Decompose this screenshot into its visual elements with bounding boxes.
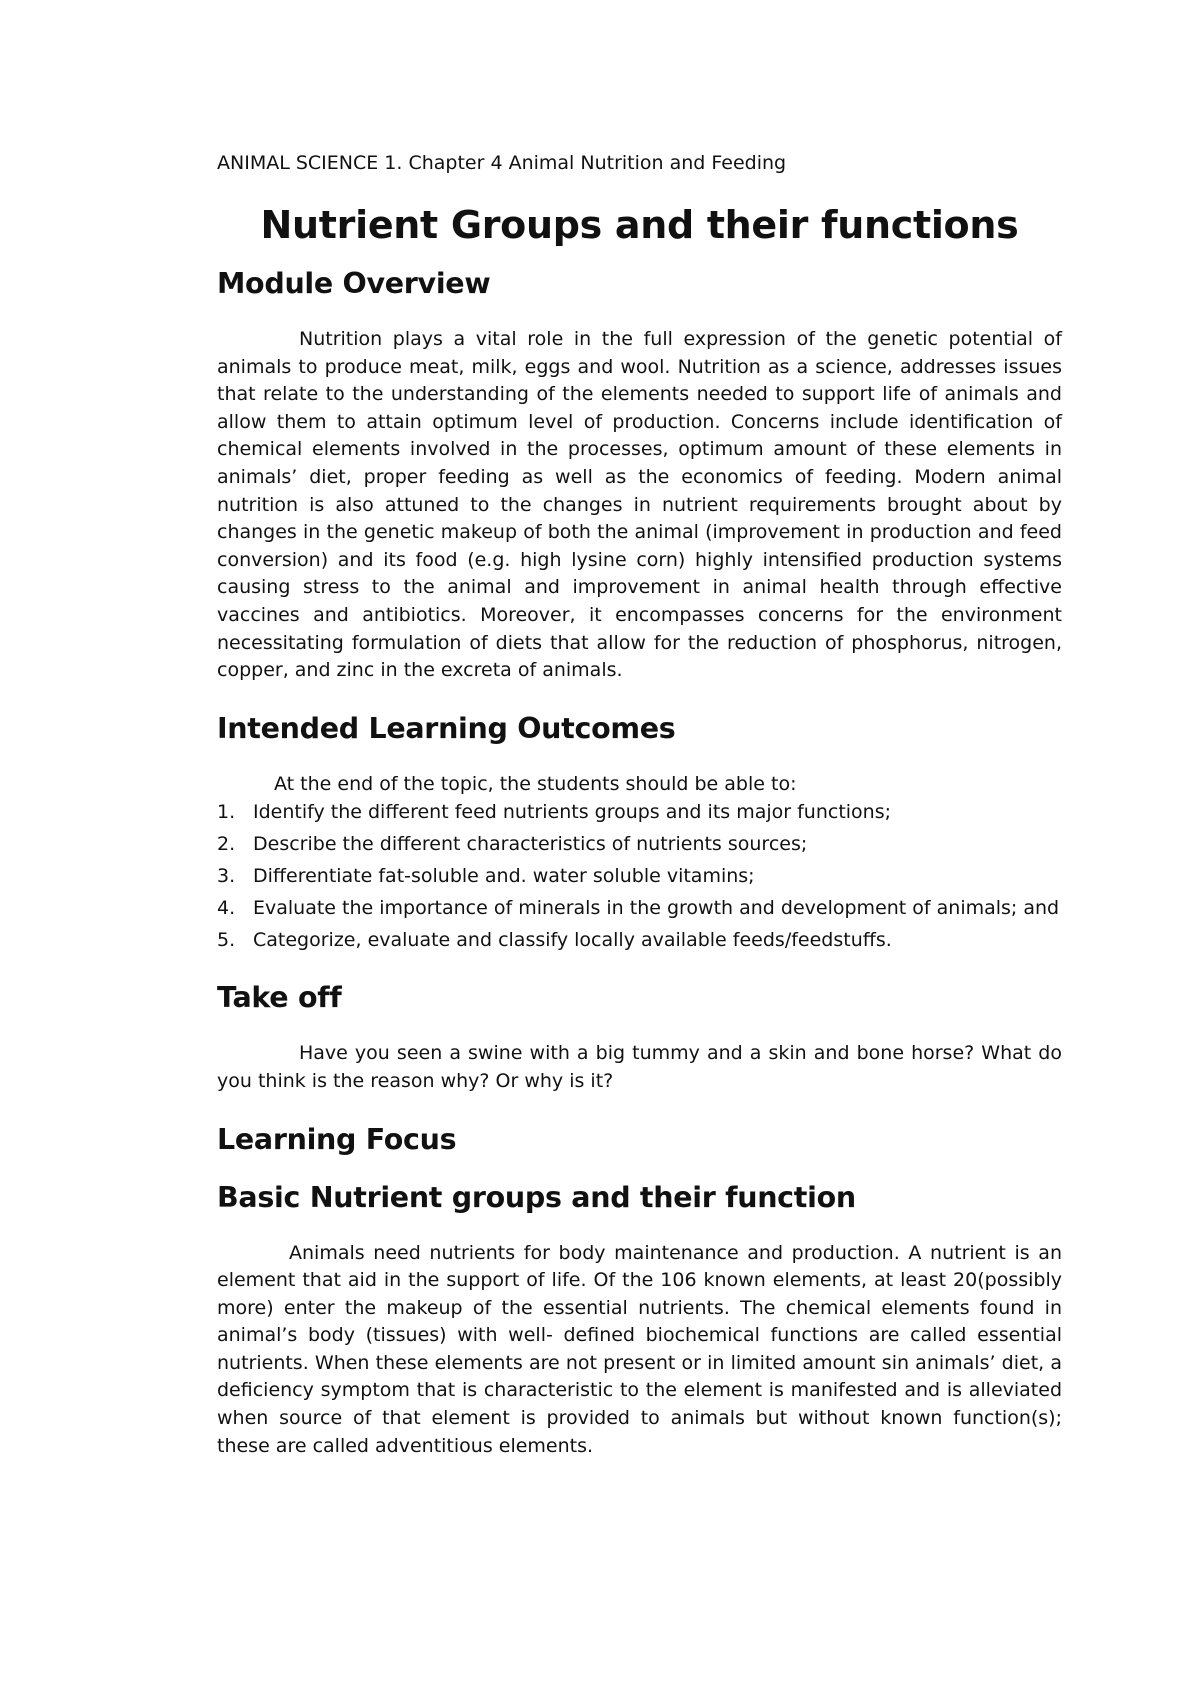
list-item xyxy=(217,926,1062,954)
list-item-number: 1. xyxy=(217,801,236,824)
list-item xyxy=(217,862,1062,890)
list-item-text: Evaluate the importance of minerals in the growth and development of animals; and xyxy=(253,897,1060,920)
learning-outcomes-list xyxy=(217,798,1062,954)
list-item-text: Categorize, evaluate and classify locally available feeds/feedstuffs. xyxy=(253,929,892,952)
list-item xyxy=(217,798,1062,826)
learning-focus-heading: Learning Focus xyxy=(217,1122,457,1156)
list-item-text: Identify the different feed nutrients groups and its major functions; xyxy=(253,801,892,824)
learning-outcomes-heading: Intended Learning Outcomes xyxy=(217,711,676,745)
main-title: Nutrient Groups and their functions xyxy=(260,203,1019,247)
take-off-heading: Take off xyxy=(217,981,342,1015)
basic-nutrients-paragraph: Animals need nutrients for body maintenance and production. A nutrient is an element that aid in the support of life. Of the 106 known elements, at least 20(possibly more) enter the makeup of the essential nutrients. The chemical elements found in animal’s body (tissues) with well- defined biochemical functions are called essential nutrients. When these elements are not present or in limited amount sin animals’ diet, a deficiency symptom that is characteristic to the element is manifested and is alleviated when source of that element is provided to animals but without known function(s); these are called adventitious elements. xyxy=(217,1241,1062,1457)
document-page xyxy=(217,150,1062,1460)
take-off-paragraph: Have you seen a swine with a big tummy and a skin and bone horse? What do you think is the reason why? Or why is it? xyxy=(217,1042,1062,1092)
learning-outcomes-intro: At the end of the topic, the students should be able to: xyxy=(274,772,797,795)
basic-nutrients-heading: Basic Nutrient groups and their function xyxy=(217,1180,856,1214)
module-overview-paragraph: Nutrition plays a vital role in the full expression of the genetic potential of animals to produce meat, milk, eggs and wool. Nutrition as a science, addresses issues that relate to the understanding of the elements needed to support life of animals and allow them to attain optimum level of production. Concerns include identification of chemical elements involved in the processes, optimum amount of these elements in animals’ diet, proper feeding as well as the economics of feeding. Modern animal nutrition is also attuned to the changes in nutrient requirements brought about by changes in the genetic makeup of both the animal (improvement in production and feed conversion) and its food (e.g. high lysine corn) highly intensified production systems causing stress to the animal and improvement in animal health through effective vaccines and antibiotics. Moreover, it encompasses concerns for the environment necessitating formulation of diets that allow for the reduction of phosphorus, nitrogen, copper, and zinc in the excreta of animals. xyxy=(217,328,1062,682)
list-item-number: 2. xyxy=(217,833,236,856)
list-item xyxy=(217,830,1062,858)
list-item-number: 4. xyxy=(217,897,236,920)
list-item-text: Differentiate fat-soluble and. water soluble vitamins; xyxy=(253,865,755,888)
document-header: ANIMAL SCIENCE 1. Chapter 4 Animal Nutrition and Feeding xyxy=(217,152,787,174)
list-item-number: 5. xyxy=(217,929,236,952)
list-item xyxy=(217,894,1062,922)
module-overview-heading: Module Overview xyxy=(217,267,491,300)
list-item-number: 3. xyxy=(217,865,236,888)
list-item-text: Describe the different characteristics of nutrients sources; xyxy=(253,833,808,856)
